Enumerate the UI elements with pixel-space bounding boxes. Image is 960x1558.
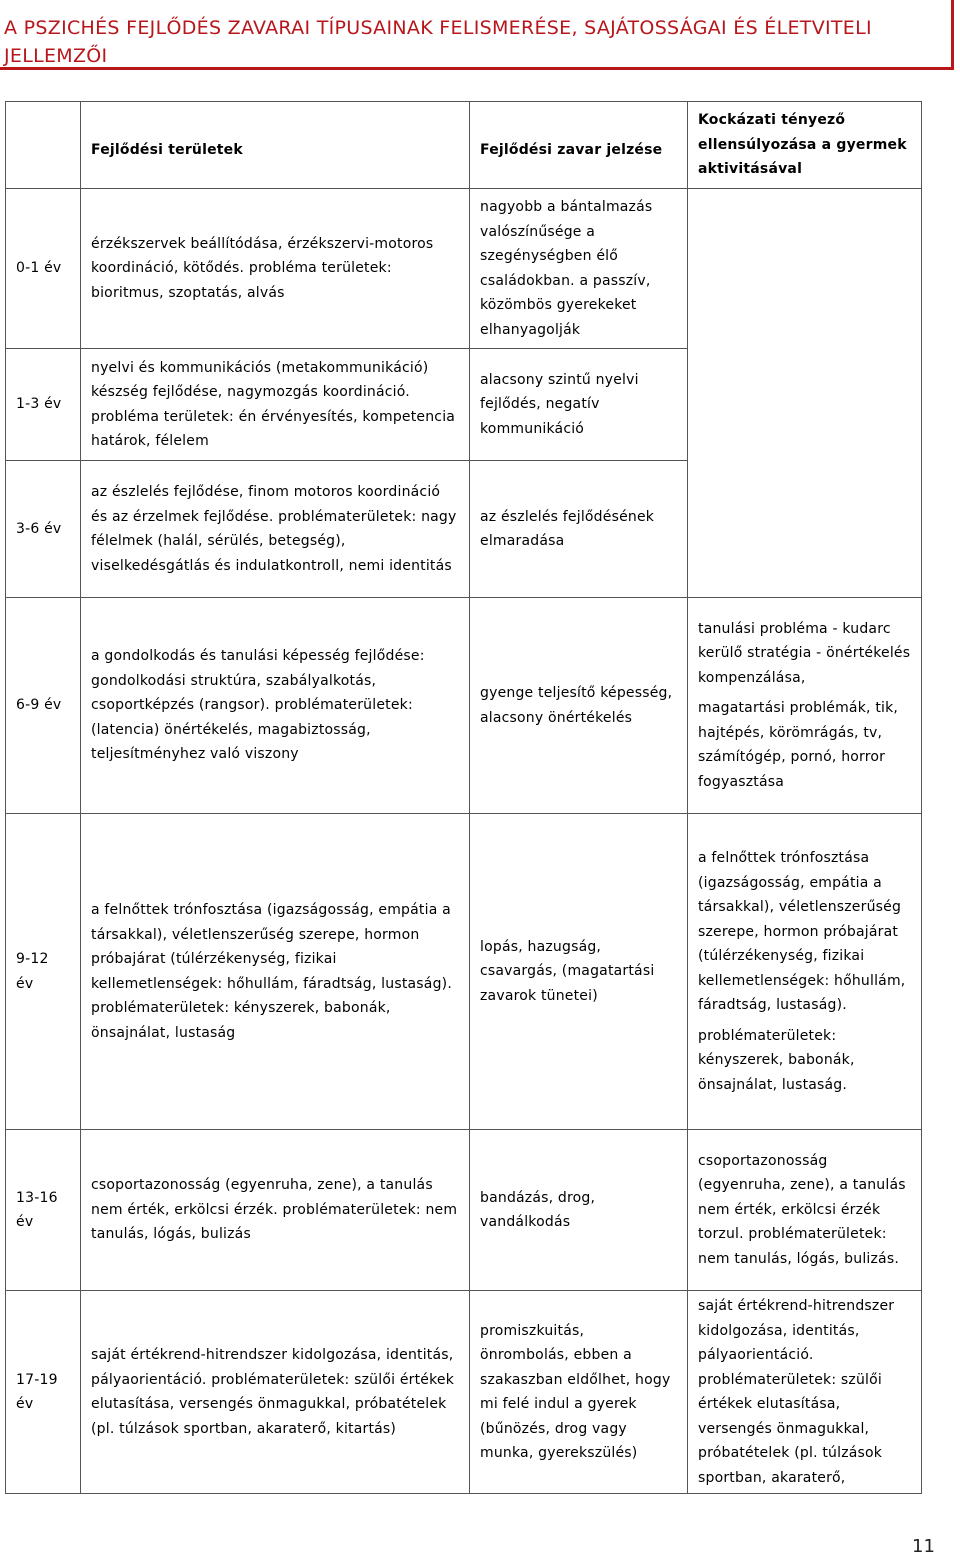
signs-cell: promiszkuitás, önrombolás, ebben a szakaszban eldőlhet, hogy mi felé indul a gyerek (bűnözés, drog vagy munka, gyerekszülés) xyxy=(470,1291,688,1494)
age-cell: 9-12 év xyxy=(6,814,81,1130)
age-cell: 1-3 év xyxy=(6,349,81,461)
risk-cell: saját értékrend-hitrendszer kidolgozása, identitás, pályaorientáció. problématerületek: szülői értékek elutasítása, versengés önmagukkal, próbatételek (pl. túlzások sportban, akaraterő, xyxy=(688,1291,922,1494)
page-number: 11 xyxy=(912,1536,935,1557)
risk-text: tanulási probléma - kudarc kerülő stratégia - önértékelés kompenzálása, xyxy=(698,620,911,686)
risk-cell xyxy=(688,814,922,1130)
header-areas: Fejlődési területek xyxy=(81,102,470,189)
header-age xyxy=(6,102,81,189)
signs-cell: nagyobb a bántalmazás valószínűsége a szegénységben élő családokban. a passzív, közömbös gyerekeket elhanyagolják xyxy=(470,189,688,349)
age-cell: 0-1 év xyxy=(6,189,81,349)
age-cell: 6-9 év xyxy=(6,598,81,814)
areas-cell: nyelvi és kommunikációs (metakommunikáció) készség fejlődése, nagymozgás koordináció. probléma területek: én érvényesítés, kompetencia határok, félelem xyxy=(81,349,470,461)
table-header-row xyxy=(6,102,922,189)
areas-cell: az észlelés fejlődése, finom motoros koordináció és az érzelmek fejlődése. problématerületek: nagy félelmek (halál, sérülés, betegség), viselkedésgátlás és indulatkontroll, nemi identitás xyxy=(81,461,470,598)
page-title: A PSZICHÉS FEJLŐDÉS ZAVARAI TÍPUSAINAK FELISMERÉSE, SAJÁTOSSÁGAI ÉS ÉLETVITELI JELLEMZŐI xyxy=(4,17,872,67)
page-header xyxy=(0,0,954,70)
risk-cell: csoportazonosság (egyenruha, zene), a tanulás nem érték, erkölcsi érzék torzul. problématerületek: nem tanulás, lógás, bulizás. xyxy=(688,1130,922,1291)
areas-cell: a gondolkodás és tanulási képesség fejlődése: gondolkodási struktúra, szabályalkotás, csoportképzés (rangsor). problématerületek: (latencia) önértékelés, magabiztosság, teljesítményhez való viszony xyxy=(81,598,470,814)
table-row xyxy=(6,1130,922,1291)
signs-cell: lopás, hazugság, csavargás, (magatartási zavarok tünetei) xyxy=(470,814,688,1130)
development-table xyxy=(5,101,922,1494)
signs-cell: bandázás, drog, vandálkodás xyxy=(470,1130,688,1291)
signs-cell: gyenge teljesítő képesség, alacsony önértékelés xyxy=(470,598,688,814)
table-row xyxy=(6,598,922,814)
areas-cell: saját értékrend-hitrendszer kidolgozása, identitás, pályaorientáció. problématerületek: szülői értékek elutasítása, versengés önmagukkal, próbatételek (pl. túlzások sportban, akaraterő, kitartás) xyxy=(81,1291,470,1494)
age-cell: 13-16 év xyxy=(6,1130,81,1291)
table-row xyxy=(6,1291,922,1494)
signs-cell: alacsony szintű nyelvi fejlődés, negatív kommunikáció xyxy=(470,349,688,461)
table-row xyxy=(6,189,922,349)
areas-cell: érzékszervek beállítódása, érzékszervi-motoros koordináció, kötődés. probléma területek: bioritmus, szoptatás, alvás xyxy=(81,189,470,349)
header-risk: Kockázati tényező ellensúlyozása a gyermek aktivitásával xyxy=(688,102,922,189)
age-cell: 17-19 év xyxy=(6,1291,81,1494)
risk-cell xyxy=(688,598,922,814)
signs-cell: az észlelés fejlődésének elmaradása xyxy=(470,461,688,598)
table-row xyxy=(6,814,922,1130)
risk-text-continued: problématerületek: kényszerek, babonák, önsajnálat, lustaság. xyxy=(698,1027,855,1093)
age-cell: 3-6 év xyxy=(6,461,81,598)
risk-text: a felnőttek trónfosztása (igazságosság, empátia a társakkal), véletlenszerűség szerepe, hormon próbajárat (túlérzékenység, fizikai kellemetlenségek: hőhullám, fáradtság, lustaság). xyxy=(698,850,906,1013)
areas-cell: a felnőttek trónfosztása (igazságosság, empátia a társakkal), véletlenszerűség szerepe, hormon próbajárat (túlérzékenység, fizikai kellemetlenségek: hőhullám, fáradtság, lustaság). problématerületek: kényszerek, babonák, önsajnálat, lustaság xyxy=(81,814,470,1130)
header-signs: Fejlődési zavar jelzése xyxy=(470,102,688,189)
areas-cell: csoportazonosság (egyenruha, zene), a tanulás nem érték, erkölcsi érzék. problématerületek: nem tanulás, lógás, bulizás xyxy=(81,1130,470,1291)
risk-cell xyxy=(688,189,922,598)
risk-text-continued: magatartási problémák, tik, hajtépés, körömrágás, tv, számítógép, pornó, horror fogyasztása xyxy=(698,700,899,790)
